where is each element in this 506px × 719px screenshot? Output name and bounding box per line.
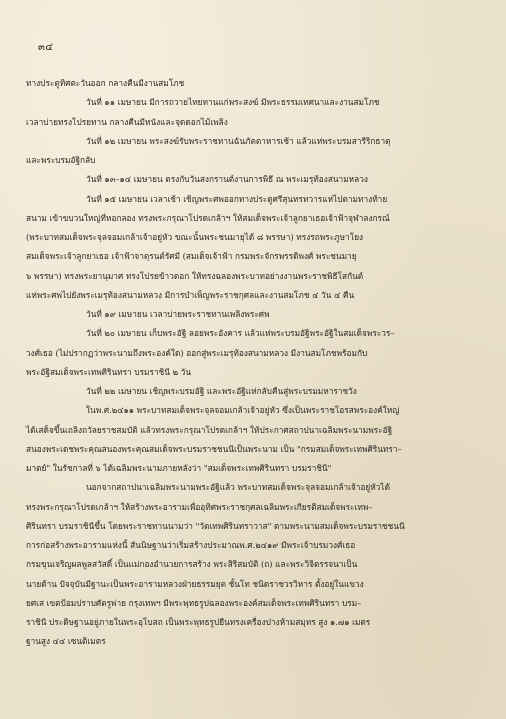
text-line: วันที่ ๑๕ เมษายน เวลาเช้า เชิญพระศพออกทางประตูศรีสุนทรทวารแห่ไปตามทางท้าย — [86, 193, 388, 204]
text-line: สนาม เข้าขบวนใหญ่ที่หอกลอง ทรงพระกรุณาโปรดเกล้าฯ ให้สมเด็จพระเจ้าลูกยาเธอเจ้าฟ้าจุฬาลงกรณ์ — [26, 212, 390, 223]
text-line: วงศ์เธอ (ไม่ปรากฏว่าพระนามถึงพระองค์ใด) ออกสู่พระเมรุท้องสนามหลวง มีงานสมโภชพร้อมกับ — [26, 347, 368, 358]
text-line: ศิรินทรา บรมราชินีขึ้น โดยพระราชทานนามว่า "วัดเทพศิรินทราวาส" ตามพระนามสมเด็จพระบรมราชชนนี — [26, 520, 405, 531]
text-line: วันที่ ๑๑ เมษายน มีการถวายไทยทานแก่พระสงฆ์ มีพระธรรมเทศนาและงานสมโภช — [86, 97, 380, 108]
text-line: กรมขุนเจริญผลพูลสวัสดิ์ เป็นแม่กองอำนวยการสร้าง พระสิริสมบัติ (ถ) และพระวิจิตรรจนาเป็น — [26, 559, 358, 570]
text-line: นายด้าน ปัจจุบันมีฐานะเป็นพระอารามหลวงฝ่ายธรรมยุต ชั้นโท ชนิดราชวรวิหาร ตั้งอยู่ในแขวง — [26, 578, 364, 589]
text-line: แห่พระศพไปยังพระเมรุท้องสนามหลวง มีการบำเพ็ญพระราชกุศลและงานสมโภช ๔ วัน ๔ คืน — [26, 289, 355, 300]
text-line: ทางประตูทิศตะวันออก กลางคืนมีงานสมโภช — [26, 78, 185, 88]
text-line: ทรงพระกรุณาโปรดเกล้าฯ ให้สร้างพระอารามเพื่ออุทิศพระราชกุศลเฉลิมพระเกียรติสมเด็จพระเทพ– — [26, 501, 373, 512]
text-line: ฐานสูง ๔๔ เซนติเมตร — [26, 636, 106, 647]
text-line: วันที่ ๑๙ เมษายน เวลาบ่ายพระราชทานเพลิงพระศพ — [86, 309, 270, 319]
text-line: ได้เสด็จขึ้นเถลิงถวัลยราชสมบัติ แล้วทรงพระกรุณาโปรดเกล้าฯ ให้ประกาศสถาปนาเฉลิมพระนามพระอัฐิ — [26, 424, 393, 435]
text-line: ๖ พรรษา) ทรงพระยานุมาศ ทรงโปรยข้าวตอก ให้ทรงฉลองพระบาทอย่างงานพระราชพิธีโสกันต์ — [26, 270, 364, 281]
text-line: ราชินี ประดิษฐานอยู่ภายในพระอุโบสถ เป็นพระพุทธรูปยืนทรงเครื่องปางห้ามสมุทร สูง ๑.๗๑ เมตร — [26, 617, 371, 627]
text-line: วันที่ ๒๒ เมษายน เชิญพระบรมอัฐิ และพระอัฐิแห่กลับคืนสู่พระบรมมหาราชวัง — [86, 386, 357, 396]
text-line: พระอัฐิสมเด็จพระเทพศิรินทรา บรมราชินี ๒ วัน — [26, 366, 192, 377]
text-line: การก่อสร้างพระอารามแห่งนี้ สันนิษฐานว่าเริ่มสร้างประมาณพ.ศ.๒๔๑๙ มีพระเจ้าบรมวงศ์เธอ — [26, 540, 356, 550]
text-line: มาตย์" ในรัชกาลที่ ๖ ได้เฉลิมพระนามภายหลังว่า "สมเด็จพระเทพศิรินทรา บรมราชินี" — [26, 463, 332, 473]
text-line: นอกจากสถาปนาเฉลิมพระนามพระอัฐิแล้ว พระบาทสมเด็จพระจุลจอมเกล้าเจ้าอยู่หัวได้ — [86, 482, 390, 493]
text-line: เวลาบ่ายทรงโปรยทาน กลางคืนมีหนังและจุดดอกไม้เพลิง — [26, 116, 228, 127]
text-line: สนองพระเดชพระคุณสนองพระคุณสมเด็จพระบรมราชชนนีเป็นพระนาม เป็น "กรมสมเด็จพระเทพศิรินทรา– — [26, 443, 402, 454]
text-line: ในพ.ศ.๒๔๑๑ พระบาทสมเด็จพระจุลจอมเกล้าเจ้าอยู่หัว ซึ่งเป็นพระราชโอรสพระองค์ใหญ่ — [86, 405, 400, 416]
text-line: (พระบาทสมเด็จพระจุลจอมเกล้าเจ้าอยู่หัว ขณะนั้นพระชนมายุได้ ๘ พรรษา) ทรงรถพระภูษาโยง — [26, 232, 364, 242]
text-line: ยศเส เขตป้อมปราบศัตรูพ่าย กรุงเทพฯ มีพระพุทธรูปฉลองพระองค์สมเด็จพระเทพศิรินทรา บรม– — [26, 597, 362, 608]
text-line: และพระบรมอัฐิกลับ — [26, 155, 96, 165]
text-line: วันที่ ๒๐ เมษายน เก็บพระอัฐิ ลอยพระอังคาร แล้วแห่พระบรมอัฐิพระอัฐิในสมเด็จพระวร– — [86, 328, 395, 339]
text-line: วันที่ ๑๒ เมษายน พระสงฆ์รับพระราชทานฉันภัตตาหารเช้า แล้วแห่พระบรมสารีริกธาตุ — [86, 135, 391, 146]
body-text — [26, 74, 486, 652]
text-line: วันที่ ๑๓–๑๔ เมษายน ตรงกับวันสงกรานต์งานการพิธี ณ พระเมรุท้องสนามหลวง — [86, 174, 368, 185]
text-line: สมเด็จพระเจ้าลูกยาเธอ เจ้าฟ้าจาตุรนต์รัศมี (สมเด็จเจ้าฟ้า กรมพระจักรพรรดิพงศ์ พระชนมายุ — [26, 251, 357, 262]
page-number: ๓๔ — [38, 42, 54, 53]
